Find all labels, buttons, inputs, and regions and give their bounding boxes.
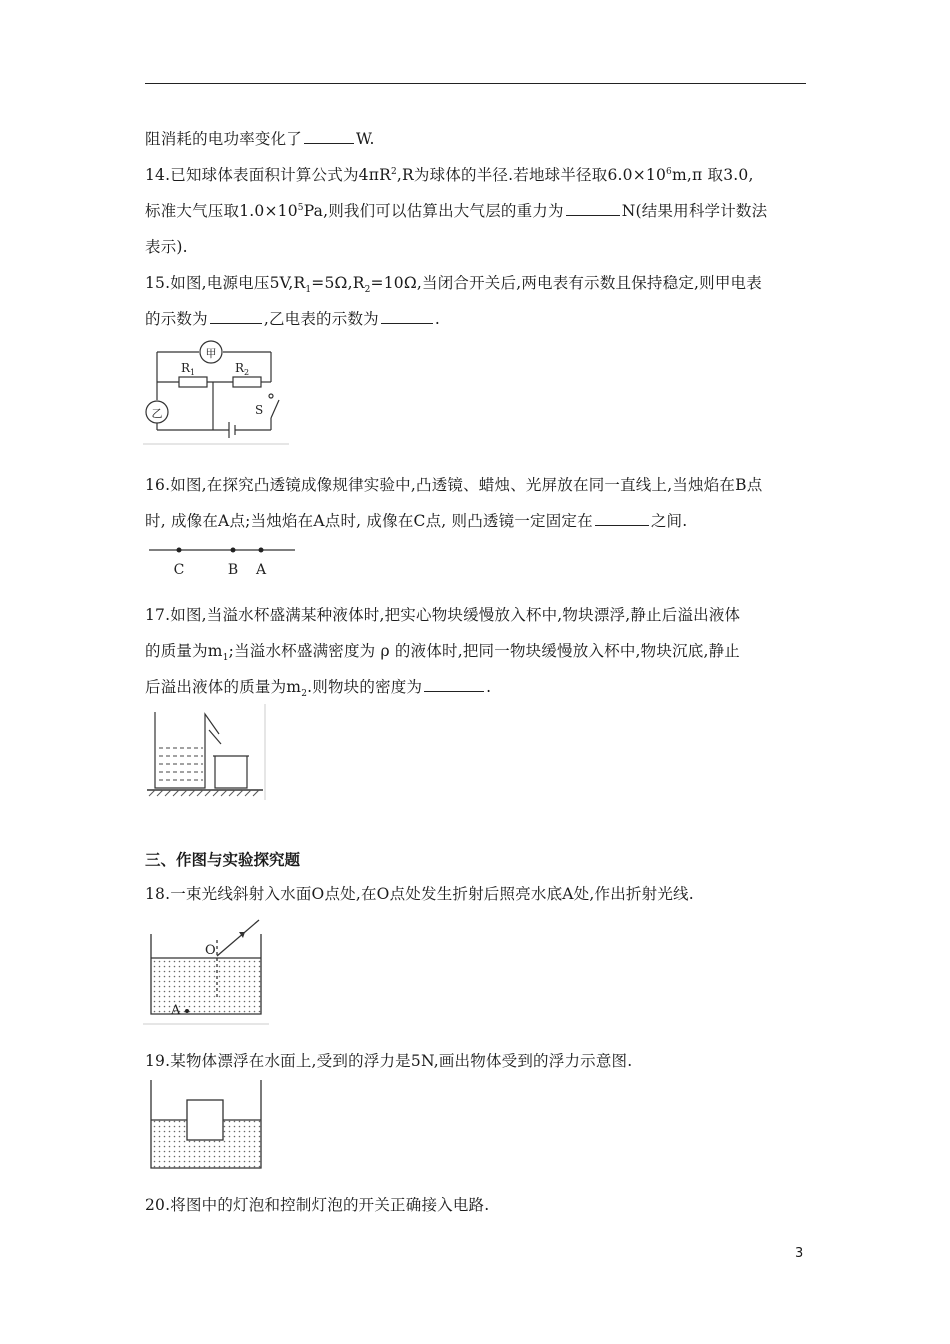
answer-blank <box>566 201 620 216</box>
r1-label: $R_1$ <box>181 361 196 377</box>
q17-line2: 的质量为$m_1$;当溢水杯盛满密度为 ρ 的液体时,把同一物块缓慢放入杯中,物块沉底,静止 <box>145 642 741 664</box>
q13-unit: W. <box>356 130 375 148</box>
overflow-cup-figure <box>143 704 267 800</box>
r2-label: $R_2$ <box>235 361 250 377</box>
point-a-label: A <box>255 562 267 578</box>
answer-blank <box>381 309 433 324</box>
answer-blank <box>595 511 649 526</box>
point-c-label: C <box>173 562 185 578</box>
q14-line1: 14.已知球体表面积计算公式为$4\pi R^2,R$为球体的半径.若地球半径取$6.0\times 10^6m,\pi$ 取3.0, <box>145 166 754 184</box>
refraction-figure <box>143 910 269 1026</box>
page-number: 3 <box>795 1246 804 1261</box>
point-o-label: O <box>205 943 216 958</box>
q19-text: 19.某物体漂浮在水面上,受到的浮力是5N,画出物体受到的浮力示意图. <box>145 1052 633 1070</box>
section-heading: 三、作图与实验探究题 <box>145 851 301 869</box>
floating-block-figure <box>143 1080 269 1172</box>
q16-line1: 16.如图,在探究凸透镜成像规律实验中,凸透镜、蜡烛、光屏放在同一直线上,当烛焰在B点 <box>145 476 763 494</box>
q13-text: 阻消耗的电功率变化了 <box>145 130 303 148</box>
meter-left-label: 乙 <box>151 407 163 420</box>
q14-line2: 标准大气压取$1.0\times 10^5Pa$,则我们可以估算出大气层的重力为 N(结果用科学计数法 <box>145 202 768 220</box>
q15-line2: 的示数为 ,乙电表的示数为 . <box>145 310 440 328</box>
meter-top-label: 甲 <box>205 347 217 360</box>
point-b-label: B <box>227 562 239 578</box>
q14-line3: 表示). <box>145 238 188 256</box>
q20-text: 20.将图中的灯泡和控制灯泡的开关正确接入电路. <box>145 1196 490 1214</box>
q16-line2: 时, 成像在A点;当烛焰在A点时, 成像在C点, 则凸透镜一定固定在 之间. <box>145 512 688 530</box>
answer-blank <box>210 309 262 324</box>
header-rule <box>145 83 806 84</box>
q17-line3: 后溢出液体的质量为$m_2$.则物块的密度为 . <box>145 678 492 700</box>
q17-line1: 17.如图,当溢水杯盛满某种液体时,把实心物块缓慢放入杯中,物块漂浮,静止后溢出液体 <box>145 606 741 624</box>
answer-blank <box>304 129 354 144</box>
q13-tail <box>145 127 375 149</box>
q15-line1: 15.如图,电源电压$5V,R_1=5\Omega,R_2=10\Omega$,当闭合开关后,两电表有示数且保持稳定,则甲电表 <box>145 274 762 296</box>
circuit-diagram <box>143 336 289 446</box>
q18-text: 18.一束光线斜射入水面O点处,在O点处发生折射后照亮水底A处,作出折射光线. <box>145 885 694 903</box>
point-a-label: A <box>171 1003 181 1018</box>
answer-blank <box>424 677 484 692</box>
optical-axis-figure <box>145 540 300 582</box>
switch-label: S <box>255 403 264 417</box>
